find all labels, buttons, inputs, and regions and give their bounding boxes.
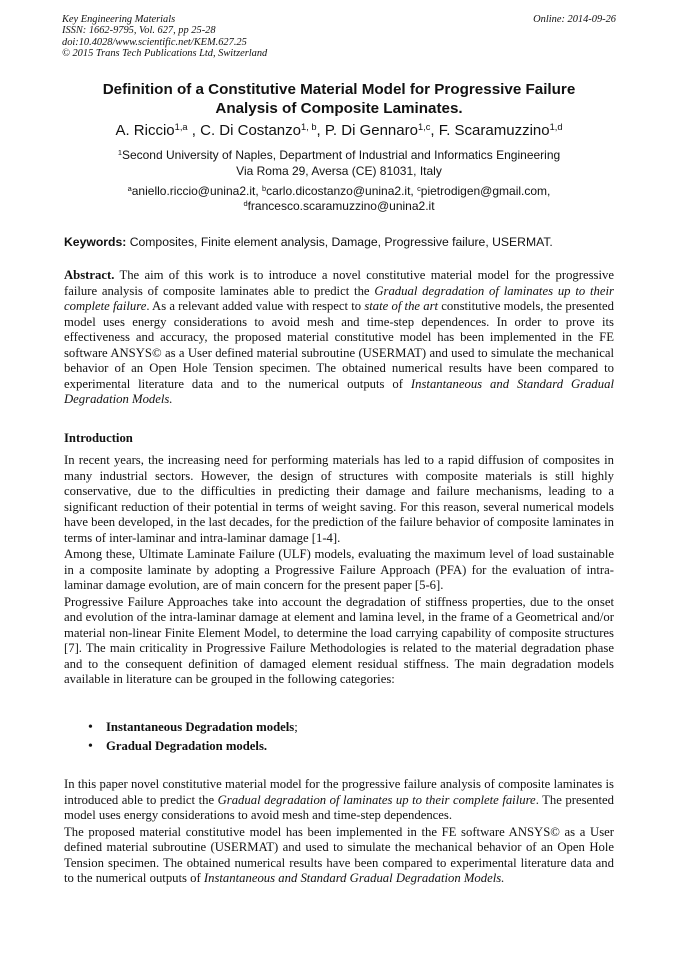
author-affil-sup: 1,c (417, 121, 431, 132)
keywords-text: Composites, Finite element analysis, Damage, Progressive failure, USERMAT. (126, 235, 553, 249)
author-affil-sup: 1, b (300, 121, 317, 132)
affiliation (40, 148, 638, 179)
author-list (40, 122, 638, 140)
copyright-line: © 2015 Trans Tech Publications Ltd, Switzerland (62, 48, 268, 60)
online-date: Online: 2014-09-26 (533, 14, 616, 25)
author-name: F. Scaramuzzino (438, 122, 550, 139)
title-line-2: Analysis of Composite Laminates. (215, 100, 463, 117)
abstract-emphasis: Instantaneous and Standard Gradual Degradation Models. (64, 376, 614, 406)
email-line-2 (40, 199, 638, 214)
list-item-text: Instantaneous Degradation models (106, 720, 295, 734)
author-affil-sup: 1,d (549, 121, 563, 132)
list-item (88, 737, 298, 756)
doi-line[interactable]: doi:10.4028/www.scientific.net/KEM.627.25 (62, 36, 247, 48)
abstract (64, 268, 614, 408)
paragraph: Progressive Failure Approaches take into account the degradation of stiffness properties, due to the onset and evolution of the intra-laminar damage at element and lamina level, in the frame of a Geometrical and/or material non-linear Finite Element Model, to determine the load carrying capability of composite structures [7]. The main criticality in Progressive Failure Methodologies is related to the material degradation phase and to the consequent definition of damaged element residual stiffness. The main degradation models available in literature can be grouped in the following categories: (64, 594, 614, 686)
list-item-suffix: ; (294, 720, 298, 734)
title-line-1: Definition of a Constitutive Material Model for Progressive Failure (102, 81, 576, 98)
email-sup: d (243, 198, 248, 208)
affiliation-sup: 1 (117, 147, 122, 157)
author-emails (40, 184, 638, 214)
email-sup: b (262, 183, 267, 193)
paragraph-emphasis: Gradual degradation of laminates up to their complete failure (217, 792, 536, 807)
author-separator: , (316, 122, 325, 139)
paragraph: Among these, Ultimate Laminate Failure (ULF) models, evaluating the maximum level of load sustainable in a composite laminate by adopting a Progressive Failure Approach (PFA) for the evaluation of intra-laminar damage evolution, are of main concern for the present paper [5-6]. (64, 547, 614, 592)
list-item (88, 718, 298, 737)
journal-header (62, 14, 616, 60)
introduction-closing (64, 777, 614, 887)
email-link[interactable]: carlo.dicostanzo@unina2.it, (266, 184, 418, 198)
email-link[interactable]: pietrodigen@gmail.com, (420, 184, 551, 198)
email-line-1 (40, 184, 638, 199)
paragraph-emphasis: Instantaneous and Standard Gradual Degradation Models. (203, 871, 505, 885)
email-link[interactable]: aniello.riccio@unina2.it, (131, 184, 262, 198)
introduction-body (64, 453, 614, 688)
affiliation-line-1 (40, 148, 638, 164)
author-separator: , (187, 122, 201, 139)
email-sup: a (127, 183, 132, 193)
keywords (64, 235, 616, 250)
paragraph (64, 825, 614, 887)
paragraph: In recent years, the increasing need for performing materials has led to a rapid diffusion of composites in many industrial sectors. However, the design of structures with composite materials is still highly conservative, due to the difficulties in predicting their damage and failure mechanisms, leading to a significant reduction of their potential in terms of weight saving. For this reason, several numerical models have been developed, in the last decades, for the prediction of the failure behavior of composite laminates in terms of inter-laminar and intra-laminar damage [1-4]. (64, 453, 614, 545)
affiliation-text: Second University of Naples, Department of Industrial and Informatics Engineering (121, 148, 561, 162)
issn-line: ISSN: 1662-9795, Vol. 627, pp 25-28 (62, 25, 216, 37)
author-separator: , (430, 122, 439, 139)
list-item-text: Gradual Degradation models. (106, 739, 268, 753)
author-name: C. Di Costanzo (200, 122, 301, 139)
degradation-models-list (88, 718, 298, 756)
paragraph-text: In this paper novel constitutive material model for the progressive failure analysis of composite laminates is introduced able to predict the (64, 777, 614, 807)
abstract-emphasis: Gradual degradation of laminates up to their complete failure (64, 283, 614, 313)
email-link[interactable]: francesco.scaramuzzino@unina2.it (247, 199, 435, 213)
paragraph-text: . The presented model uses energy considerations to avoid mesh and time-step dependences. (64, 792, 615, 822)
paper-title (60, 80, 618, 118)
section-heading-introduction: Introduction (64, 431, 133, 445)
abstract-label: Abstract. (64, 268, 115, 282)
abstract-text: constitutive models, the presented model uses energy considerations to avoid mesh and time-step dependences. In order to prove its effectiveness and accuracy, the proposed material constitutive model has been implemented in the FE software ANSYS© as a User defined material subroutine (USERMAT) and used to simulate the mechanical behavior of an Open Hole Tension specimen. The obtained numerical results have been compared to experimental literature data and to the numerical outputs of (64, 299, 614, 391)
paragraph (64, 777, 614, 824)
author-name: A. Riccio (115, 122, 175, 139)
paragraph-text: The proposed material constitutive model has been implemented in the FE software ANSYS© as a User defined material subroutine (USERMAT) and used to simulate the mechanical behavior of an Open Hole Tension specimen. The obtained numerical results have been compared to experimental literature data and to the numerical outputs of (64, 824, 614, 885)
affiliation-line-2: Via Roma 29, Aversa (CE) 81031, Italy (236, 163, 442, 178)
journal-name: Key Engineering Materials (62, 14, 176, 25)
keywords-label: Keywords: (64, 235, 127, 249)
author-affil-sup: 1,a (174, 121, 188, 132)
author-name: P. Di Gennaro (324, 122, 418, 139)
abstract-text: The aim of this work is to introduce a novel constitutive material model for the progressive failure analysis of composite laminates able to predict the (64, 268, 614, 298)
email-sup: c (417, 183, 421, 193)
abstract-emphasis: state of the art (364, 299, 439, 313)
abstract-text: . As a relevant added value with respect to (146, 299, 365, 313)
